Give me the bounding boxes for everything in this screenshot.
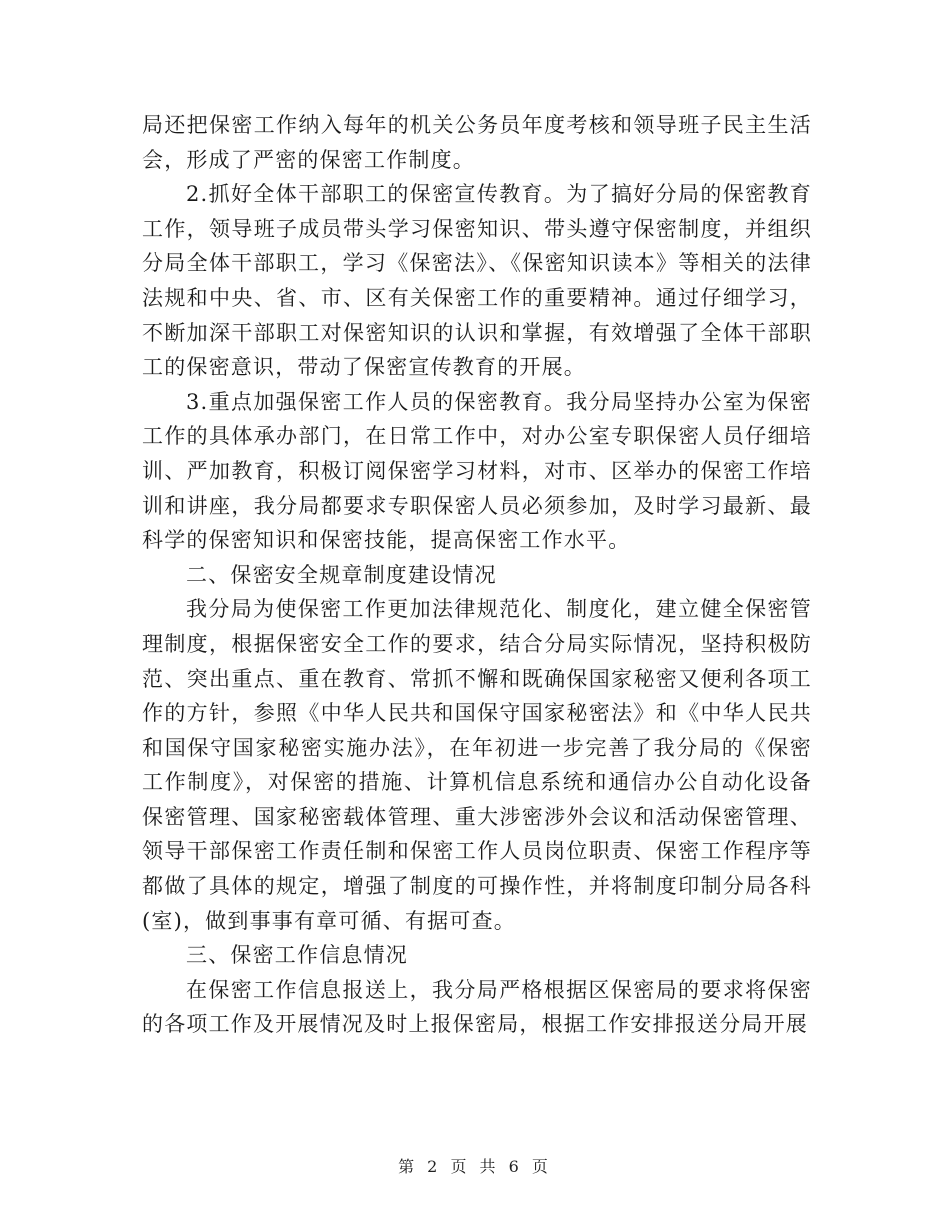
- page-number-footer: 第 2 页 共 6 页: [398, 1157, 552, 1176]
- paragraph-continuation: 局还把保密工作纳入每年的机关公务员年度考核和领导班子民主生活会，形成了严密的保密工作制度。: [142, 113, 812, 172]
- section-heading-3: 三、保密工作信息情况: [186, 943, 408, 968]
- paragraph-item-2: 2.抓好全体干部职工的保密宣传教育。为了搞好分局的保密教育工作，领导班子成员带头学习保密知识、带头遵守保密制度，并组织分局全体干部职工，学习《保密法》、《保密知识读本》等相关的法律法规和中央、省、市、区有关保密工作的重要精神。通过仔细学习，不断加深干部职工对保密知识的认识和掌握，有效增强了全体干部职工的保密意识，带动了保密宣传教育的开展。: [142, 182, 812, 380]
- paragraph-rules-construction: 我分局为使保密工作更加法律规范化、制度化，建立健全保密管理制度，根据保密安全工作的要求，结合分局实际情况，坚持积极防范、突出重点、重在教育、常抓不懈和既确保国家秘密又便利各项工作的方针，参照《中华人民共和国保守国家秘密法》和《中华人民共和国保守国家秘密实施办法》，在年初进一步完善了我分局的《保密工作制度》，对保密的措施、计算机信息系统和通信办公自动化设备保密管理、国家秘密载体管理、重大涉密涉外会议和活动保密管理、领导干部保密工作责任制和保密工作人员岗位职责、保密工作程序等都做了具体的规定，增强了制度的可操作性，并将制度印制分局各科(室)，做到事事有章可循、有据可查。: [142, 597, 812, 933]
- paragraph-item-3: 3.重点加强保密工作人员的保密教育。我分局坚持办公室为保密工作的具体承办部门，在日常工作中，对办公室专职保密人员仔细培训、严加教育，积极订阅保密学习材料，对市、区举办的保密工作培训和讲座，我分局都要求专职保密人员必须参加，及时学习最新、最科学的保密知识和保密技能，提高保密工作水平。: [142, 389, 812, 553]
- paragraph-info-reporting: 在保密工作信息报送上，我分局严格根据区保密局的要求将保密的各项工作及开展情况及时上报保密局，根据工作安排报送分局开展: [142, 977, 812, 1037]
- section-heading-2: 二、保密安全规章制度建设情况: [186, 562, 497, 587]
- document-body: [142, 108, 812, 1042]
